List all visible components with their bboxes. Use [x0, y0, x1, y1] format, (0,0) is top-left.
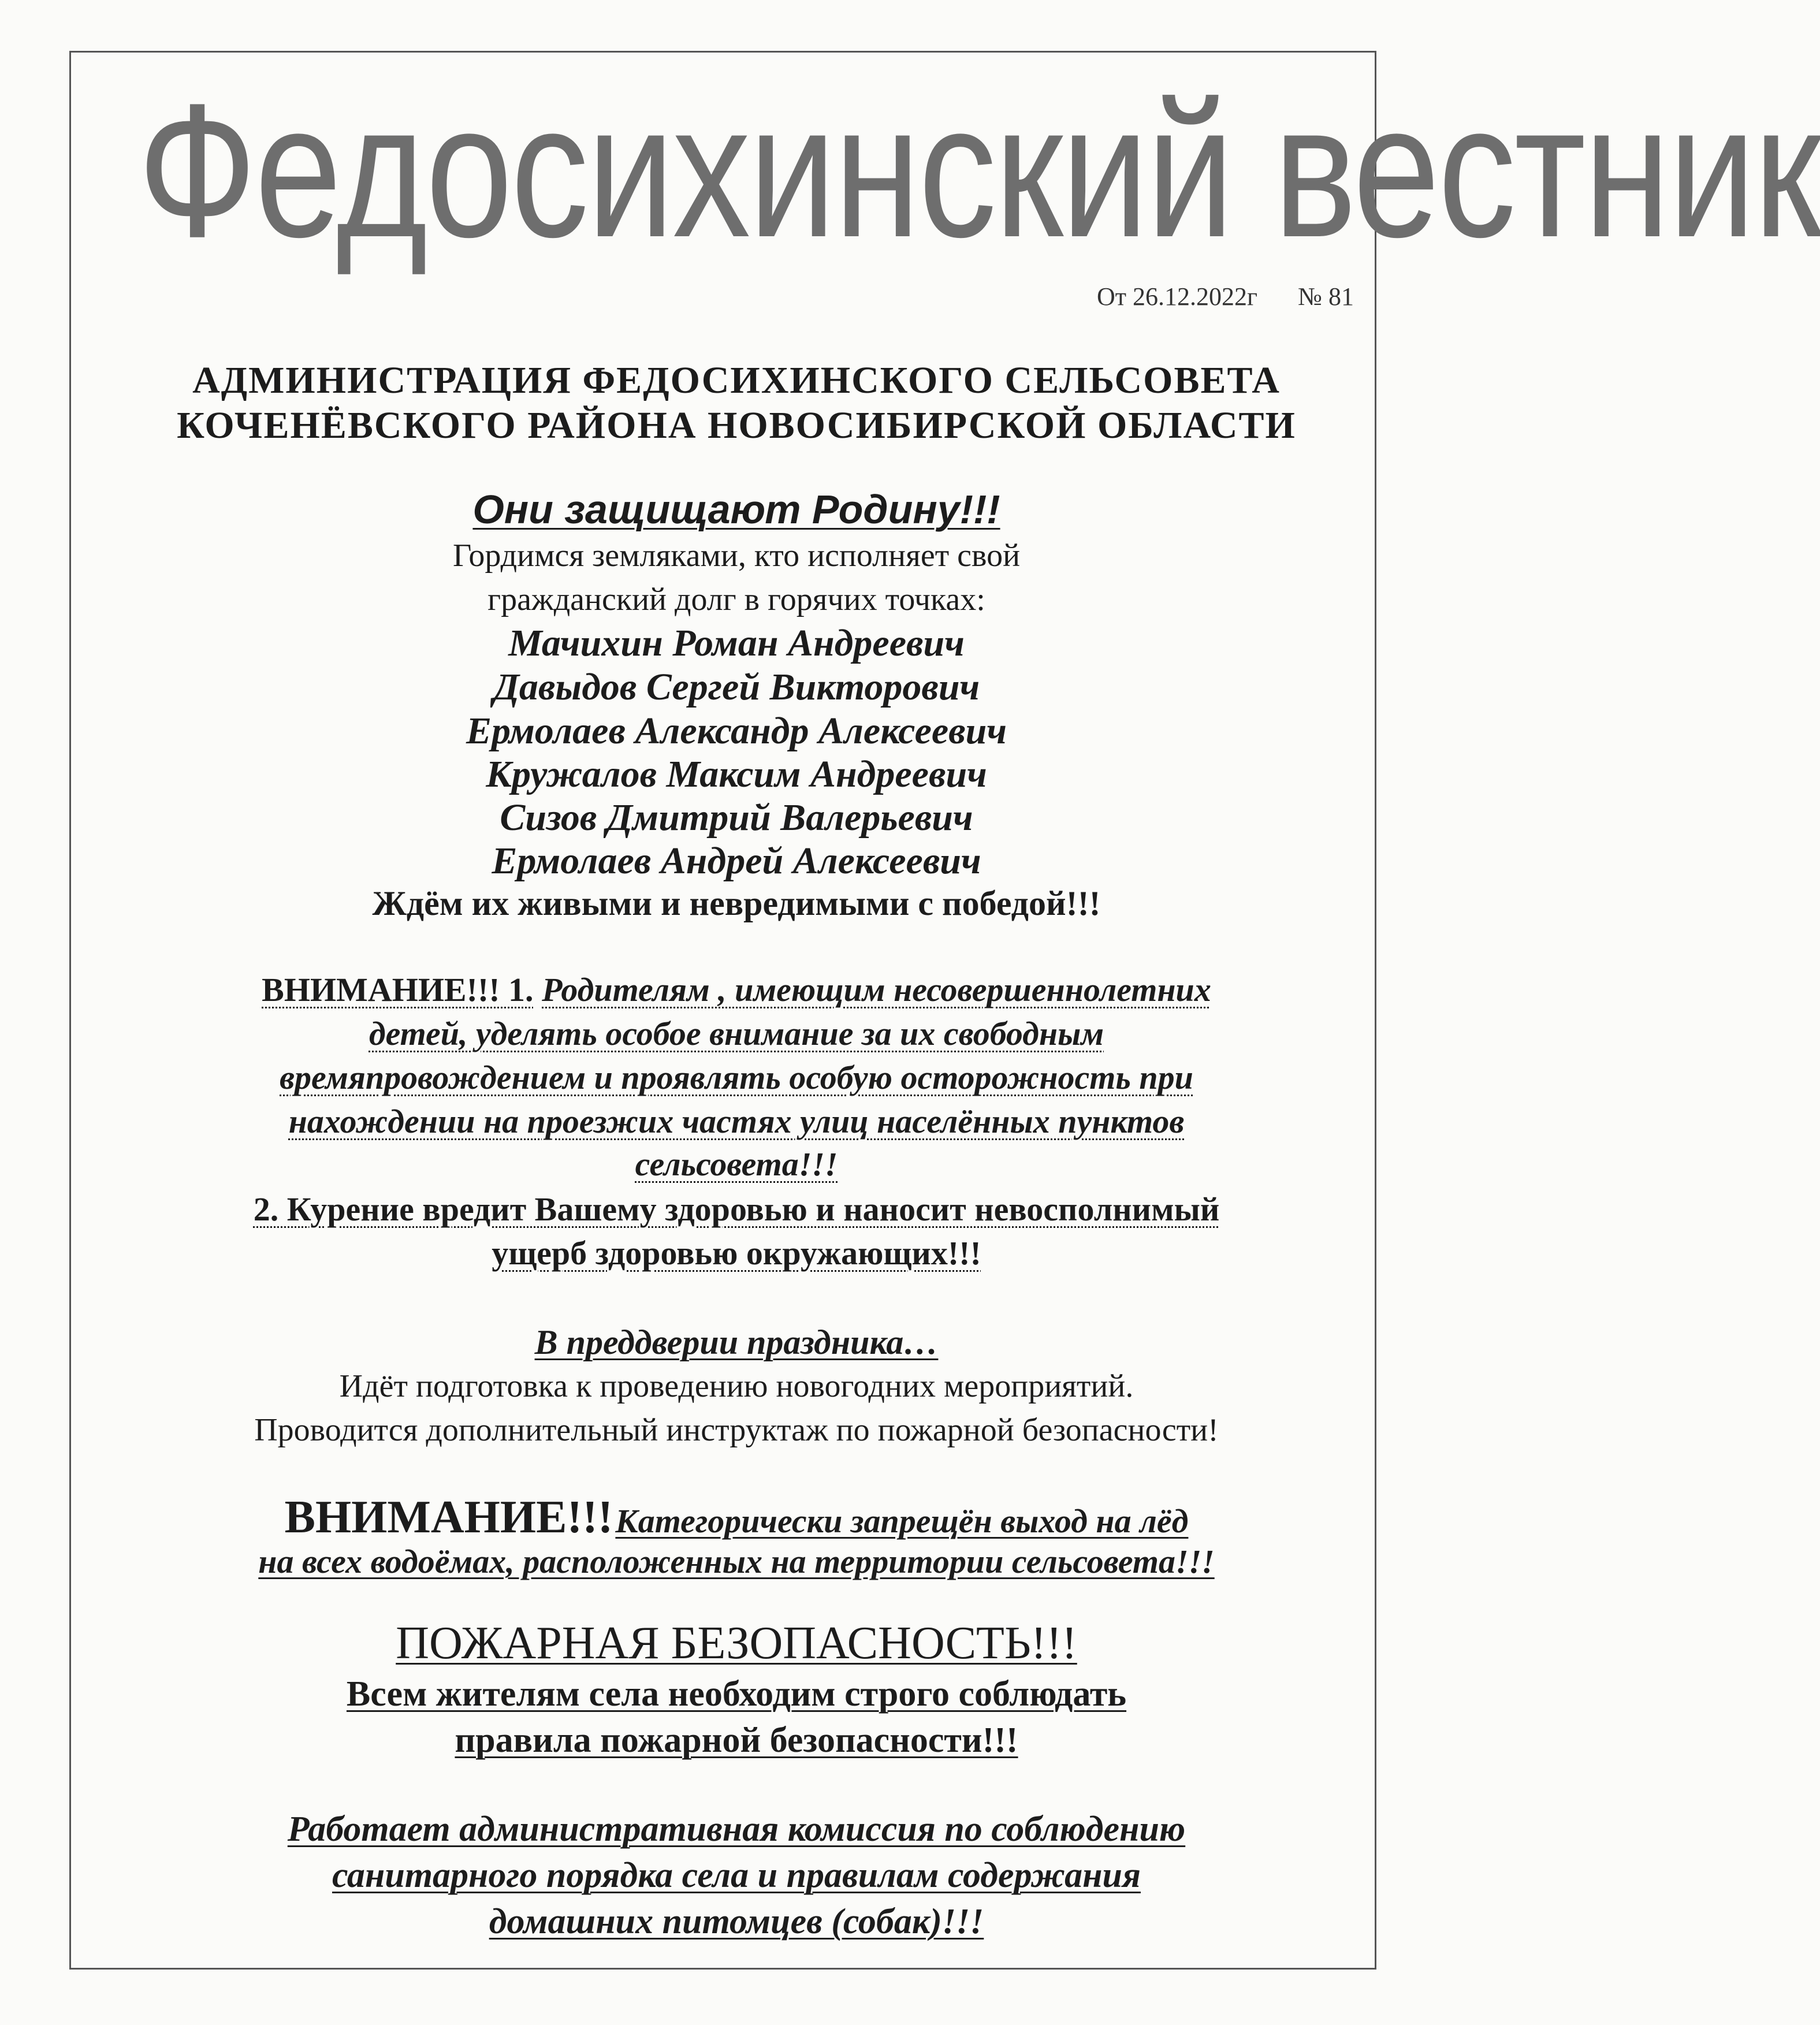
- attention-1-text: Родителям , имеющим несовершеннолетних: [542, 971, 1211, 1008]
- defender-name: Сизов Дмитрий Валерьевич: [500, 796, 973, 839]
- commission-line-2: санитарного порядка села и правилам содержания: [332, 1856, 1141, 1895]
- fire-safety-line-2: правила пожарной безопасности!!!: [455, 1721, 1018, 1760]
- issue-info: [1097, 282, 1354, 311]
- newspaper-masthead: Федосихинский вестник: [137, 64, 1820, 277]
- defender-name: Мачихин Роман Андреевич: [508, 622, 965, 664]
- attention-1-label: ВНИМАНИЕ!!! 1.: [262, 971, 534, 1008]
- defender-name: Ермолаев Александр Алексеевич: [466, 710, 1007, 752]
- organization-line-1: АДМИНИСТРАЦИЯ ФЕДОСИХИНСКОГО СЕЛЬСОВЕТА: [192, 359, 1281, 401]
- organization-line-2: КОЧЕНЁВСКОГО РАЙОНА НОВОСИБИРСКОЙ ОБЛАСТИ: [177, 404, 1296, 446]
- commission-line-3: домашних питомцев (собак)!!!: [489, 1902, 984, 1941]
- defenders-heading: Они защищают Родину!!!: [472, 487, 1000, 532]
- defenders-closing: Ждём их живыми и невредимыми с победой!!!: [372, 884, 1101, 922]
- commission-line-1: Работает административная комиссия по соблюдению: [287, 1810, 1186, 1849]
- fire-safety-heading: ПОЖАРНАЯ БЕЗОПАСНОСТЬ!!!: [396, 1618, 1077, 1669]
- defenders-intro-line-2: гражданский долг в горячих точках:: [487, 582, 985, 617]
- attention-1-line-2: детей, уделять особое внимание за их свободным: [369, 1015, 1104, 1052]
- holiday-line-1: Идёт подготовка к проведению новогодних мероприятий.: [339, 1368, 1134, 1404]
- defender-name: Ермолаев Андрей Алексеевич: [492, 840, 981, 882]
- defender-name: Кружалов Максим Андреевич: [486, 753, 987, 795]
- issue-date: От 26.12.2022г: [1096, 282, 1258, 311]
- holiday-line-2: Проводится дополнительный инструктаж по пожарной безопасности!: [254, 1412, 1219, 1448]
- attention-1-line-1: [0, 970, 1473, 1009]
- fire-safety-line-1: Всем жителям села необходим строго соблюдать: [346, 1674, 1127, 1714]
- attention-2-line-1: [0, 1491, 1473, 1544]
- attention-1-line-3: времяпровождением и проявлять особую осторожность при: [280, 1059, 1193, 1096]
- holiday-heading: В преддверии праздника…: [534, 1323, 939, 1361]
- attention-1-line-4: нахождении на проезжих частях улиц населённых пунктов: [288, 1103, 1185, 1140]
- issue-number: № 81: [1298, 282, 1354, 311]
- defender-name: Давыдов Сергей Викторович: [493, 666, 980, 708]
- defenders-intro-line-1: Гордимся земляками, кто исполняет свой: [452, 538, 1021, 574]
- attention-2-line-2: на всех водоёмах, расположенных на территории сельсовета!!!: [258, 1543, 1215, 1580]
- attention-2-label: ВНИМАНИЕ!!!: [284, 1492, 613, 1543]
- attention-2-text: Категорически запрещён выход на лёд: [615, 1502, 1189, 1540]
- organization-title: [0, 358, 1473, 448]
- smoking-warning-line-2: ущерб здоровью окружающих!!!: [492, 1234, 981, 1272]
- smoking-warning-line-1: 2. Курение вредит Вашему здоровью и наносит невосполнимый: [253, 1190, 1220, 1228]
- attention-1-line-5: сельсовета!!!: [635, 1145, 838, 1183]
